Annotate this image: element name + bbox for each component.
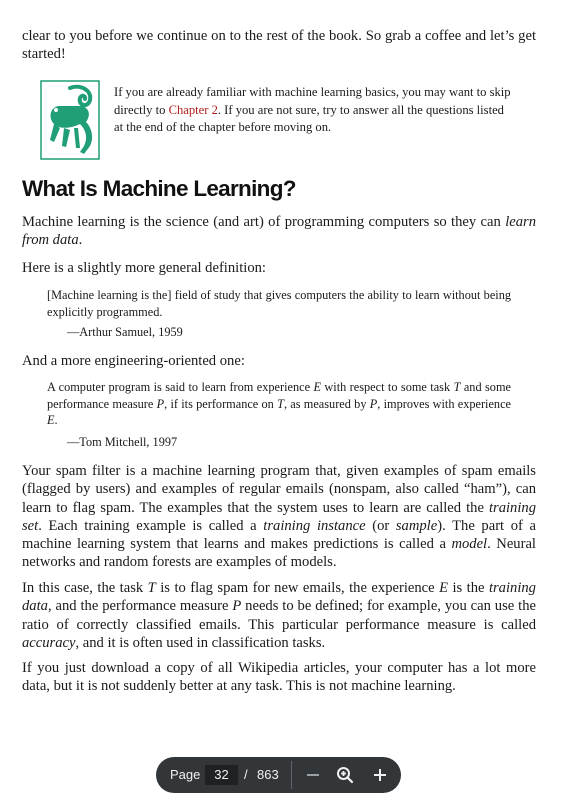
quote2-var: E bbox=[313, 380, 321, 394]
zoom-fit-button[interactable] bbox=[333, 763, 357, 787]
definition-emphasis: learn from data bbox=[22, 214, 536, 249]
mitchell-attribution: —Tom Mitchell, 1997 bbox=[67, 435, 178, 449]
general-definition-intro: Here is a slightly more general definition: bbox=[22, 260, 266, 276]
definition-paragraph bbox=[22, 213, 536, 250]
task-var: P bbox=[232, 598, 242, 615]
quote2-var: P bbox=[369, 396, 378, 411]
tip-text bbox=[114, 84, 516, 137]
page-separator: / bbox=[244, 767, 248, 782]
task-emphasis: accuracy bbox=[22, 634, 76, 651]
intro-paragraph: clear to you before we continue on to the rest of the book. So grab a coffee and let’s get started! bbox=[22, 28, 536, 63]
quote2-part: , improves with experience bbox=[377, 396, 511, 411]
wikipedia-paragraph: If you just download a copy of all Wikipedia articles, your computer has a lot more data, but it is not suddenly better at any task. This is not machine learning. bbox=[22, 660, 536, 695]
task-part: In this case, the task bbox=[22, 580, 148, 596]
quote2-part: and some performance measure bbox=[47, 380, 511, 411]
spam-filter-paragraph bbox=[22, 462, 536, 572]
task-part: , and the performance measure bbox=[47, 598, 233, 615]
task-var: T bbox=[147, 580, 156, 596]
chapter-2-link[interactable]: Chapter 2 bbox=[168, 102, 218, 117]
mitchell-quote bbox=[47, 379, 511, 429]
tip-text-end: . If you are not sure, try to answer all the questions listed at the end of the chapter before moving on. bbox=[114, 102, 504, 135]
quote2-var: P bbox=[156, 396, 165, 411]
tip-text-start: If you are already familiar with machine learning basics, you may want to skip directly to bbox=[114, 85, 511, 117]
spam-part: . Each training example is called a bbox=[38, 517, 264, 534]
total-pages: 863 bbox=[257, 767, 279, 782]
spam-emphasis: sample bbox=[395, 517, 438, 534]
task-part: is the bbox=[448, 580, 489, 596]
tip-box bbox=[40, 80, 536, 162]
zoom-out-button[interactable] bbox=[301, 763, 325, 787]
task-var: E bbox=[439, 580, 448, 596]
spam-part: (or bbox=[365, 517, 396, 534]
quote2-var: T bbox=[277, 396, 284, 411]
task-part: is to flag spam for new emails, the experience bbox=[155, 580, 440, 596]
quote2-part: A computer program is said to learn from experience bbox=[47, 380, 314, 394]
zoom-in-button[interactable] bbox=[368, 763, 392, 787]
spam-emphasis: training instance bbox=[263, 517, 366, 534]
page-number-input[interactable] bbox=[205, 765, 238, 785]
spam-emphasis: training set bbox=[22, 499, 536, 534]
pdf-page-toolbar bbox=[156, 757, 401, 793]
quote2-part: , if its performance on bbox=[164, 396, 278, 411]
toolbar-divider bbox=[291, 761, 292, 789]
minus-icon bbox=[306, 768, 320, 782]
page-label: Page bbox=[170, 767, 201, 782]
section-heading: What Is Machine Learning? bbox=[22, 176, 296, 201]
zoom-magnifier-icon bbox=[336, 766, 354, 784]
plus-icon bbox=[373, 768, 387, 782]
samuel-quote: [Machine learning is the] field of study that gives computers the ability to learn without being explicitly programmed. bbox=[47, 288, 511, 319]
raccoon-tip-icon bbox=[40, 80, 100, 160]
spam-emphasis: model bbox=[451, 536, 488, 553]
task-paragraph bbox=[22, 579, 536, 652]
spam-part: Your spam filter is a machine learning program that, given examples of spam emails (flagged by users) and examples of regular emails (nonspam, also called “ham”), can learn to flag spam. The examples that the system uses to learn are called the bbox=[22, 463, 536, 516]
spam-part: . Neural networks and random forests are examples of models. bbox=[22, 536, 536, 571]
quote2-part: with respect to some task bbox=[320, 380, 454, 394]
quote2-var: E bbox=[47, 413, 55, 428]
spam-part: ). The part of a machine learning system that learns and makes predictions is called a bbox=[22, 517, 536, 553]
definition-end: . bbox=[78, 232, 83, 249]
task-part: , and it is often used in classification tasks. bbox=[75, 634, 326, 651]
samuel-attribution: —Arthur Samuel, 1959 bbox=[67, 325, 183, 339]
engineering-intro: And a more engineering-oriented one: bbox=[22, 353, 245, 369]
quote2-var: T bbox=[453, 380, 461, 394]
definition-text: Machine learning is the science (and art) of programming computers so they can bbox=[22, 214, 506, 230]
task-part: needs to be defined; for example, you can use the ratio of correctly classified emails. This particular performance measure is called bbox=[22, 598, 536, 633]
quote2-part: , as measured by bbox=[283, 396, 370, 411]
task-emphasis: training data bbox=[22, 580, 536, 615]
quote2-part: . bbox=[54, 413, 58, 428]
